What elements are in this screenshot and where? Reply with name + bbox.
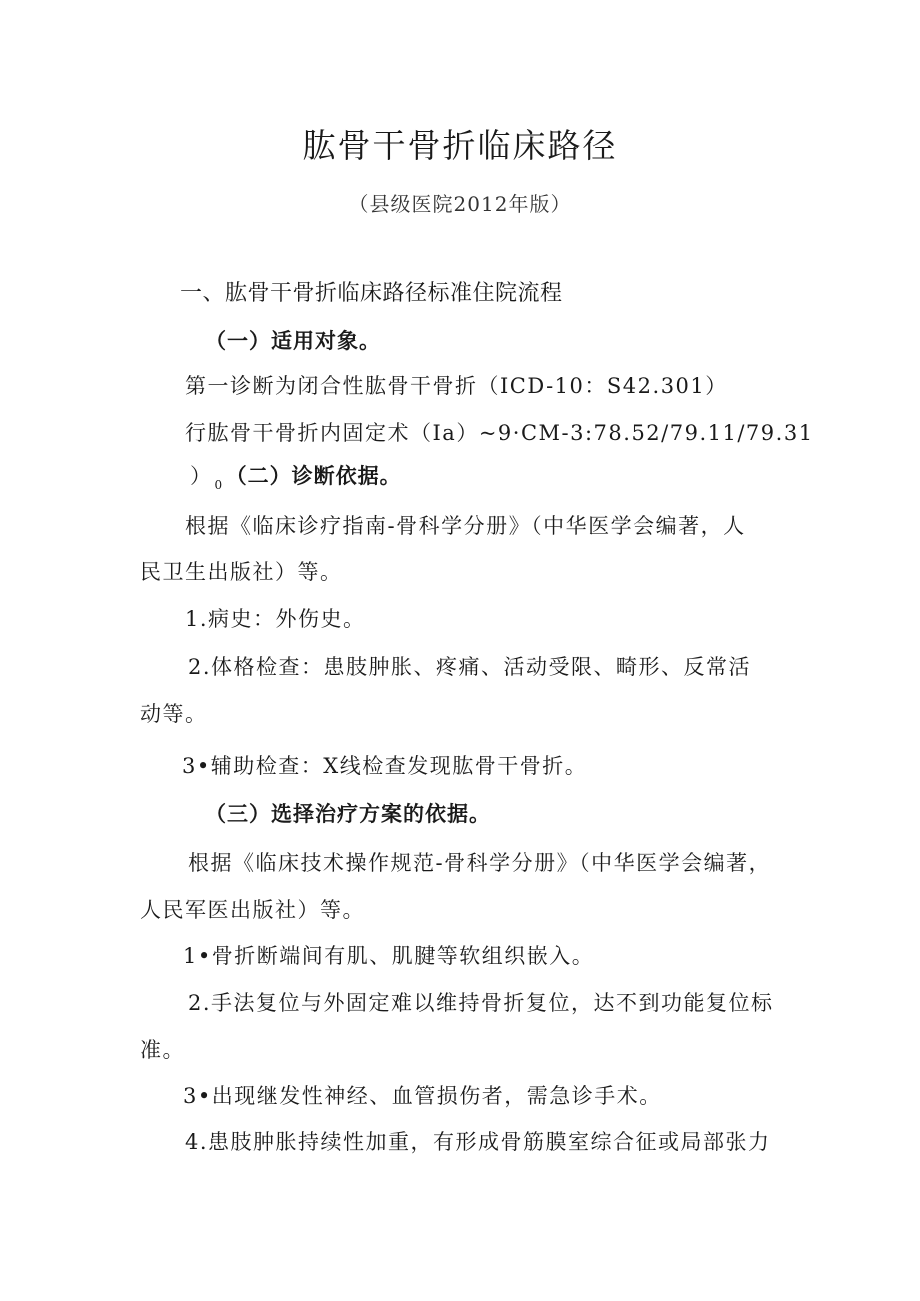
list-item-physical-exam-line1: 2.体格检查：患肢肿胀、疼痛、活动受限、畸形、反常活 [188, 655, 752, 679]
paragraph-basis-a-line2: 民卫生出版社）等。 [140, 560, 343, 584]
paragraph-basis-b-line1: 根据《临床技术操作规范-骨科学分册》（中华医学会编著， [188, 851, 772, 875]
document-subtitle: （县级医院2012年版） [348, 192, 572, 216]
paragraph-diagnosis-line1: 第一诊断为闭合性肱骨干骨折（ICD-10：S42.301） [185, 374, 728, 398]
closing-paren: ） [190, 464, 213, 488]
section-heading-1: 一、肱骨干骨折临床路径标准住院流程 [180, 281, 563, 306]
subscript-mark: 0 [214, 478, 224, 492]
list-item-nerve-injury: 3•出现继发性神经、血管损伤者，需急诊手术。 [183, 1084, 662, 1108]
subsection-heading-diagnosis: （二）诊断依据。 [225, 464, 402, 488]
list-item-swelling: 4.患肢肿胀持续性加重，有形成骨筋膜室综合征或局部张力 [185, 1130, 771, 1154]
subsection-heading-applicable: （一）适用对象。 [205, 329, 381, 353]
list-item-auxiliary-exam: 3•辅助检查：X线检查发现肱骨干骨折。 [182, 754, 588, 778]
paragraph-diagnosis-line3 [190, 462, 402, 499]
paragraph-basis-a-line1: 根据《临床诊疗指南-骨科学分册》（中华医学会编著，人 [185, 514, 746, 538]
list-item-soft-tissue: 1•骨折断端间有肌、肌腱等软组织嵌入。 [183, 944, 595, 968]
list-item-physical-exam-line2: 动等。 [140, 702, 208, 726]
list-item-reduction-line2: 准。 [140, 1038, 185, 1062]
list-item-history: 1.病史：外伤史。 [185, 607, 366, 631]
paragraph-basis-b-line2: 人民军医出版社）等。 [140, 898, 365, 922]
subsection-heading-treatment: （三）选择治疗方案的依据。 [205, 802, 491, 826]
document-title: 肱骨干骨折临床路径 [302, 126, 618, 165]
paragraph-diagnosis-line2: 行肱骨干骨折内固定术（Ia）~9·CM-3:78.52/79.11/79.31 [185, 421, 814, 445]
list-item-reduction-line1: 2.手法复位与外固定难以维持骨折复位，达不到功能复位标 [188, 991, 774, 1015]
